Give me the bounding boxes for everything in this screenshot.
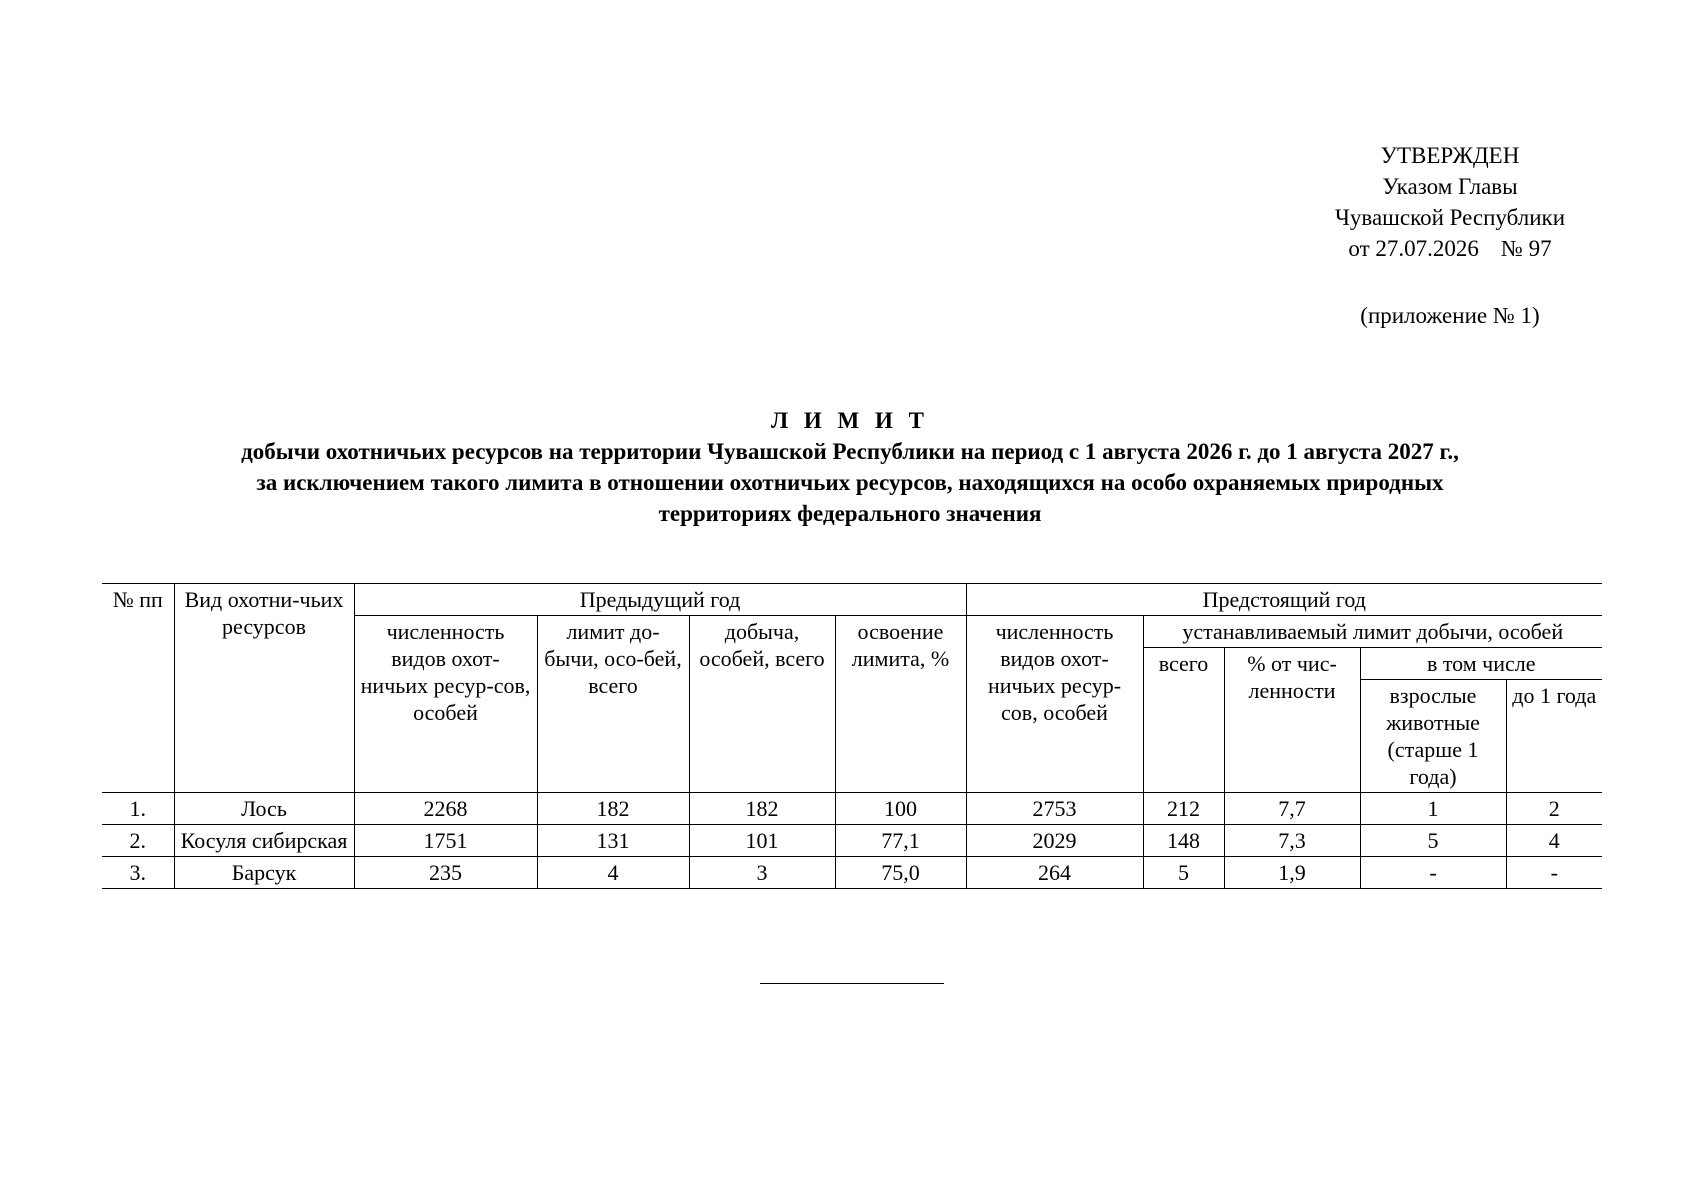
header-prev-harvest: добыча, особей, всего xyxy=(689,616,835,793)
header-young: до 1 года xyxy=(1506,680,1602,793)
cell-total: 212 xyxy=(1143,793,1224,825)
approval-line-republic: Чувашской Республики xyxy=(1334,205,1566,230)
cell-prev-harvest: 101 xyxy=(689,825,835,857)
header-prev-population: численность видов охот-ничьих ресур-сов, особей xyxy=(354,616,537,793)
cell-prev-population: 2268 xyxy=(354,793,537,825)
approval-date: от 27.07.2026 xyxy=(1348,236,1479,261)
cell-young: 2 xyxy=(1506,793,1602,825)
cell-adults: 1 xyxy=(1360,793,1506,825)
title-line-2: за исключением такого лимита в отношении охотничьих ресурсов, находящихся на особо охраняемых природных xyxy=(256,470,1444,495)
header-prev-limit: лимит до-бычи, осо-бей, всего xyxy=(537,616,689,793)
header-num: № пп xyxy=(102,584,174,793)
header-including: в том числе xyxy=(1360,648,1602,680)
cell-prev-usage: 77,1 xyxy=(835,825,966,857)
title-line-3: территориях федерального значения xyxy=(658,501,1042,526)
header-set-limit: устанавливаемый лимит добычи, особей xyxy=(1143,616,1602,648)
title-line-1: добычи охотничьих ресурсов на территории Чувашской Республики на период с 1 августа 2026 г. до 1 августа 2027 г., xyxy=(241,439,1459,464)
document-title xyxy=(130,405,1570,529)
cell-prev-harvest: 182 xyxy=(689,793,835,825)
approval-date-line xyxy=(1300,233,1600,264)
cell-prev-harvest: 3 xyxy=(689,857,835,889)
header-row-1 xyxy=(102,584,1602,616)
cell-young: - xyxy=(1506,857,1602,889)
limits-table xyxy=(102,583,1602,889)
header-previous-year: Предыдущий год xyxy=(354,584,966,616)
cell-prev-population: 1751 xyxy=(354,825,537,857)
header-upcoming-year: Предстоящий год xyxy=(966,584,1602,616)
cell-prev-usage: 100 xyxy=(835,793,966,825)
cell-num: 3. xyxy=(102,857,174,889)
cell-prev-limit: 182 xyxy=(537,793,689,825)
cell-percent: 7,3 xyxy=(1224,825,1360,857)
table-row xyxy=(102,825,1602,857)
cell-percent: 1,9 xyxy=(1224,857,1360,889)
cell-adults: 5 xyxy=(1360,825,1506,857)
title-heading: Л И М И Т xyxy=(771,408,929,433)
cell-prev-usage: 75,0 xyxy=(835,857,966,889)
cell-percent: 7,7 xyxy=(1224,793,1360,825)
cell-total: 148 xyxy=(1143,825,1224,857)
approval-line-approved: УТВЕРЖДЕН xyxy=(1380,143,1520,168)
approval-number: № 97 xyxy=(1500,236,1552,261)
end-rule xyxy=(760,983,944,984)
cell-prev-limit: 131 xyxy=(537,825,689,857)
cell-species: Лось xyxy=(174,793,354,825)
header-total: всего xyxy=(1143,648,1224,793)
cell-young: 4 xyxy=(1506,825,1602,857)
header-prev-usage: освоение лимита, % xyxy=(835,616,966,793)
table-row xyxy=(102,857,1602,889)
cell-num: 2. xyxy=(102,825,174,857)
cell-adults: - xyxy=(1360,857,1506,889)
table-row xyxy=(102,793,1602,825)
cell-prev-limit: 4 xyxy=(537,857,689,889)
cell-total: 5 xyxy=(1143,857,1224,889)
cell-num: 1. xyxy=(102,793,174,825)
approval-line-decree: Указом Главы xyxy=(1382,174,1518,199)
appendix-label: (приложение № 1) xyxy=(1360,303,1540,328)
cell-next-population: 2029 xyxy=(966,825,1143,857)
header-species: Вид охотни-чьих ресурсов xyxy=(174,584,354,793)
header-adults: взрослые животные (старше 1 года) xyxy=(1360,680,1506,793)
cell-next-population: 264 xyxy=(966,857,1143,889)
cell-species: Косуля сибирская xyxy=(174,825,354,857)
cell-species: Барсук xyxy=(174,857,354,889)
cell-next-population: 2753 xyxy=(966,793,1143,825)
cell-prev-population: 235 xyxy=(354,857,537,889)
header-next-population: численность видов охот-ничьих ресур-сов, особей xyxy=(966,616,1143,793)
header-percent: % от чис-ленности xyxy=(1224,648,1360,793)
approval-stamp xyxy=(1300,140,1600,264)
